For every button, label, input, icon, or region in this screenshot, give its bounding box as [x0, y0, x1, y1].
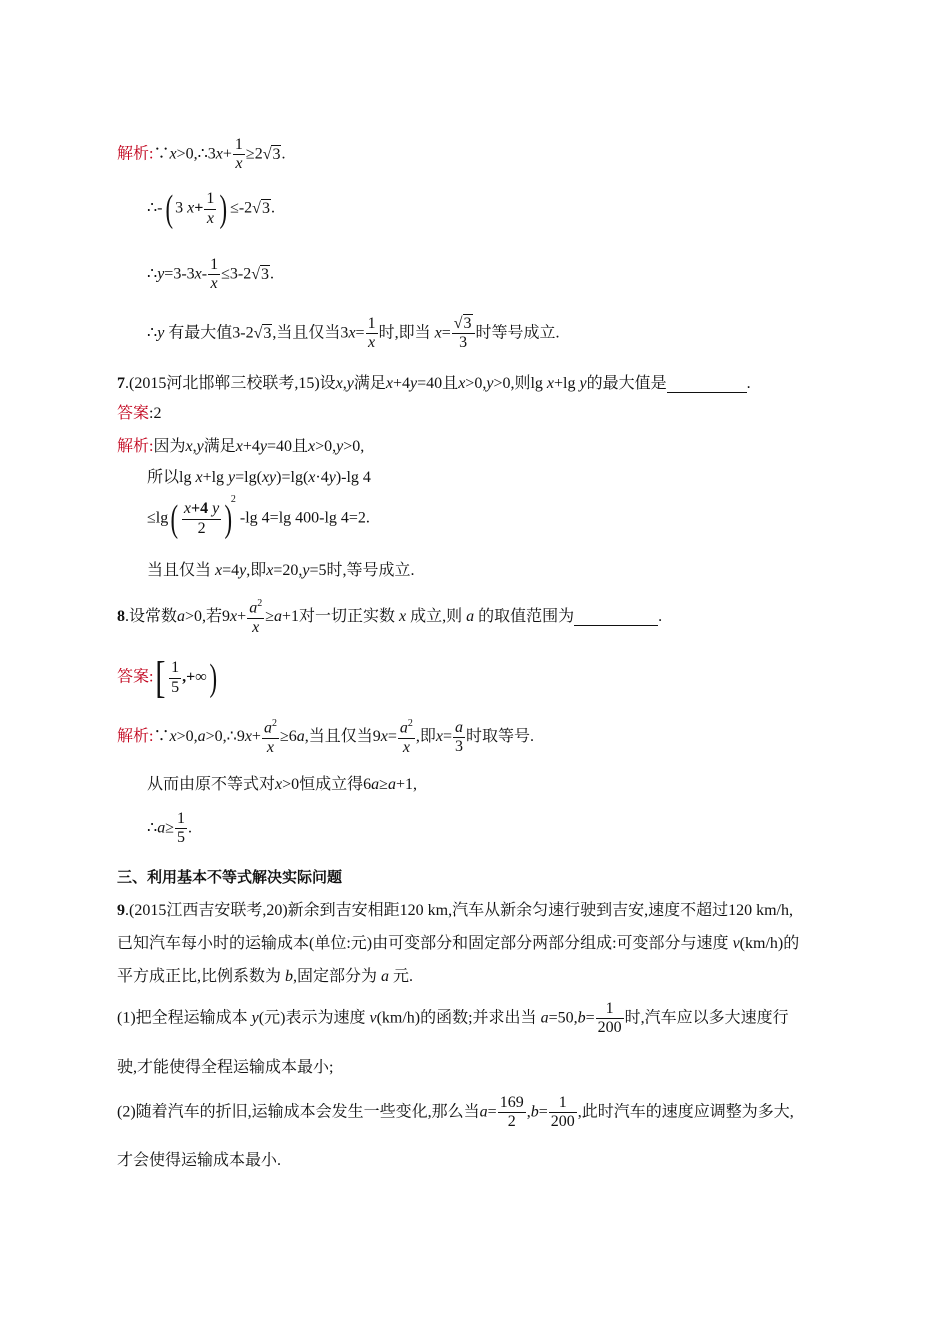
q8-solution-line-1: 解析:∵x>0,a>0,∴9x+ $\frac{a^2}{x}$ ≥6a,当且仅当9x= $\frac{a^2}{x}$ ,即x= $\frac{a}{3}$ 时取等号.: [117, 718, 535, 756]
fraction: $\frac{1}{5}$: [176, 810, 185, 847]
fraction: $\frac{1}{5}$: [171, 659, 180, 696]
fraction: $\frac{1}{200}$: [597, 1000, 622, 1037]
fraction: $\frac{a}{3}$: [455, 718, 464, 756]
q9-part-1-line-2: 驶,才能使得全程运输成本最小;: [117, 1059, 334, 1076]
fraction: $\frac{√3}{3}$: [452, 315, 475, 353]
q6-solution-line-3: ∴y=3-3x- $\frac{1}{x}$ ≤3-2√3.: [147, 256, 274, 293]
q7-solution-line-3: ≤lg( $\frac{x+4 y}{2}$ )$^2$-lg 4=lg 400-lg 4=2.: [147, 494, 370, 540]
q6-solution-line-1: 解析:∵x>0,∴3x+ $\frac{1}{x}$ ≥2√3.: [117, 136, 286, 173]
fraction: $\frac{x+4 y}{2}$: [183, 500, 220, 537]
q9-line-1: 9.(2015江西吉安联考,20)新余到吉安相距120 km,汽车从新余匀速行驶到吉安,速度不超过120 km/h,: [117, 902, 793, 919]
solution-label: 解析:: [117, 438, 154, 455]
answer-blank: [574, 609, 658, 626]
q7-answer: 答案:2: [117, 405, 162, 422]
solution-label: 解析:: [117, 145, 154, 163]
q9-line-2: 已知汽车每小时的运输成本(单位:元)由可变部分和固定部分两部分组成:可变部分与速度 v(km/h)的: [117, 935, 800, 952]
sqrt: √3: [262, 145, 281, 163]
fraction: $\frac{1}{x}$: [367, 315, 376, 352]
q7-solution-line-1: 解析:因为x,y满足x+4y=40且x>0,y>0,: [117, 438, 365, 455]
q7-question: 7.(2015河北邯郸三校联考,15)设x,y满足x+4y=40且x>0,y>0,则lg x+lg y的最大值是 .: [117, 375, 751, 392]
fraction: $\frac{a^2}{x}$: [399, 718, 413, 756]
q6-solution-line-2: ∴-( 3 x+ $\frac{1}{x}$ ) ≤-2√3.: [147, 188, 275, 230]
sqrt: √3: [251, 265, 269, 283]
fraction: $\frac{a^2}{x}$: [263, 718, 277, 756]
q8-answer: 答案:[ $\frac{1}{5}$ ,+∞): [117, 653, 217, 702]
fraction: $\frac{1}{x}$: [234, 136, 243, 173]
q9-part-1: (1)把全程运输成本 y(元)表示为速度 v(km/h)的函数;并求出当 a=50,b= $\frac{1}{200}$ 时,汽车应以多大速度行: [117, 1000, 789, 1037]
sqrt: √3: [252, 199, 270, 217]
fraction: $\frac{169}{2}$: [499, 1094, 524, 1131]
q9-part-2: (2)随着汽车的折旧,运输成本会发生一些变化,那么当a= $\frac{169}{2}$ ,b= $\frac{1}{200}$ ,此时汽车的速度应调整为多大,: [117, 1094, 794, 1131]
fraction: $\frac{1}{x}$: [210, 256, 219, 293]
fraction: $\frac{1}{x}$: [206, 190, 215, 227]
answer-label: 答案: [117, 405, 150, 422]
solution-label: 解析:: [117, 728, 154, 746]
fraction: $\frac{a^2}{x}$: [249, 598, 263, 636]
q7-solution-line-2: 所以lg x+lg y=lg(xy)=lg(x·4y)-lg 4: [147, 469, 371, 486]
q6-solution-line-4: ∴y 有最大值3-2√3,当且仅当3x= $\frac{1}{x}$ 时,即当 x= $\frac{√3}{3}$ 时等号成立.: [147, 315, 560, 352]
q8-solution-line-2: 从而由原不等式对x>0恒成立得6a≥a+1,: [147, 776, 417, 793]
q9-line-3: 平方成正比,比例系数为 b,固定部分为 a 元.: [117, 968, 414, 985]
sqrt: √3: [253, 324, 272, 342]
q8-solution-line-3: ∴a≥ $\frac{1}{5}$ .: [147, 810, 192, 847]
answer-label: 答案:: [117, 668, 154, 686]
fraction: $\frac{1}{200}$: [550, 1094, 575, 1131]
answer-blank: [667, 376, 747, 393]
section-title: 三、利用基本不等式解决实际问题: [117, 868, 343, 886]
q9-part-2-line-2: 才会使得运输成本最小.: [117, 1152, 282, 1169]
q8-question: 8.设常数a>0,若9x+ $\frac{a^2}{x}$ ≥a+1对一切正实数 x 成立,则 a 的取值范围为 .: [117, 598, 663, 636]
q7-solution-line-4: 当且仅当 x=4y,即x=20,y=5时,等号成立.: [147, 562, 415, 579]
